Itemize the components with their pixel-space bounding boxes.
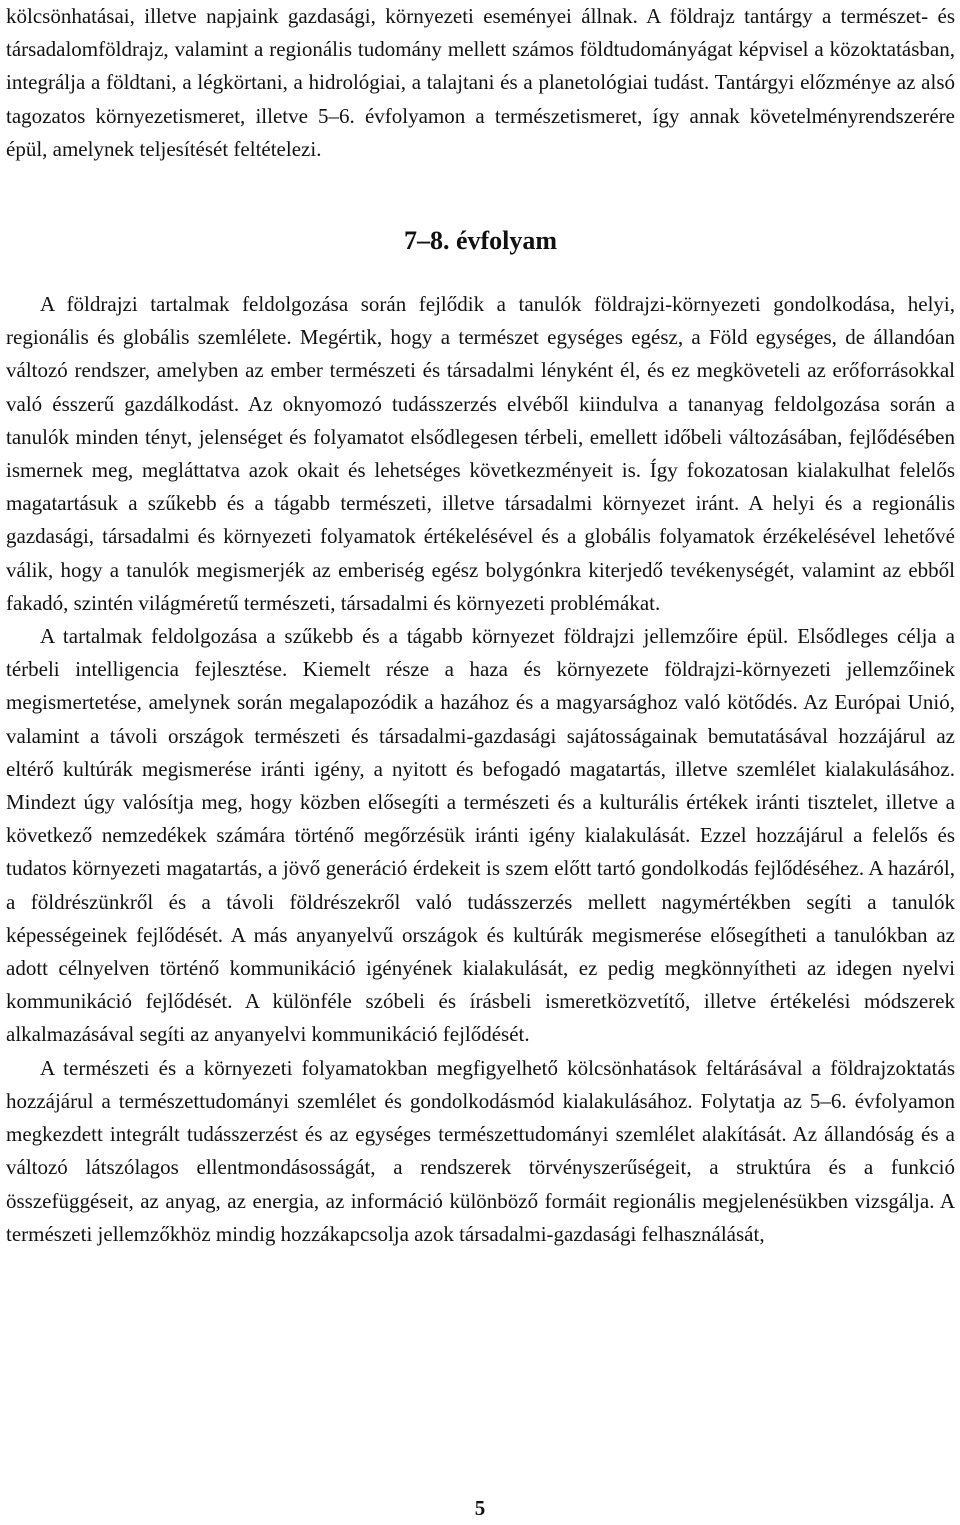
page-number: 5: [474, 1496, 486, 1520]
document-page: [6, 0, 955, 1251]
body-paragraph: A természeti és a környezeti folyamatokban megfigyelhető kölcsönhatások feltárásával a földrajzoktatás hozzájárul a természettudományi szemlélet és gondolkodásmód kialakulásához. Folytatja az 5–6. évfolyamon megkezdett integrált tudásszerzést és az egységes természettudományi szemlélet alakítását. Az állandóság és a változó látszólagos ellentmondásosságát, a rendszerek törvényszerűségeit, a struktúra és a funkció összefüggéseit, az anyag, az energia, az információ különböző formáit regionális megjelenésükben vizsgálja. A természeti jellemzőkhöz mindig hozzákapcsolja azok társadalmi-gazdasági felhasználását,: [6, 1055, 955, 1246]
section-heading: 7–8. évfolyam: [403, 226, 558, 256]
body-paragraph: A földrajzi tartalmak feldolgozása során fejlődik a tanulók földrajzi-környezeti gondolkodása, helyi, regionális és globális szemlélete. Megértik, hogy a természet egységes egész, a Föld egységes, de állandóan változó rendszer, amelyben az ember természeti és társadalmi lényként él, és ez megköveteli az erőforrásokkal való ésszerű gazdálkodást. Az oknyomozó tudásszerzés elvéből kiindulva a tananyag feldolgozása során a tanulók minden tényt, jelenséget és folyamatot elsődlegesen térbeli, emellett időbeli változásában, fejlődésében ismernek meg, megláttatva azok okait és lehetséges következményeit is. Így fokozatosan kialakulhat felelős magatartásuk a szűkebb és a tágabb természeti, illetve társadalmi környezet iránt. A helyi és a regionális gazdasági, társadalmi és környezeti folyamatok értékelésével és a globális folyamatok érzékelésével lehetővé válik, hogy a tanulók megismerjék az emberiség egész bolygónkra kiterjedő tevékenységét, valamint az ebből fakadó, szintén világméretű természeti, társadalmi és környezeti problémákat.: [6, 292, 955, 615]
intro-paragraph: kölcsönhatásai, illetve napjaink gazdasági, környezeti eseményei állnak. A földrajz tantárgy a természet- és társadalomföldrajz, valamint a regionális tudomány mellett számos földtudományágat képvisel a közoktatásban, integrálja a földtani, a légkörtani, a hidrológiai, a talajtani és a planetológiai tudást. Tantárgyi előzménye az alsó tagozatos környezetismeret, illetve 5–6. évfolyamon a természetismeret, így annak követelményrendszerére épül, amelynek teljesítését feltételezi.: [6, 4, 955, 161]
body-paragraph: A tartalmak feldolgozása a szűkebb és a tágabb környezet földrajzi jellemzőire épül. Elsődleges célja a térbeli intelligencia fejlesztése. Kiemelt része a haza és környezete földrajzi-környezeti jellemzőinek megismertetése, amelynek során megalapozódik a hazához és a magyarsághoz való kötődés. Az Európai Unió, valamint a távoli országok természeti és társadalmi-gazdasági sajátosságainak bemutatásával hozzájárul az eltérő kultúrák megismerése iránti igény, a nyitott és befogadó magatartás, illetve szemlélet kialakulásához. Mindezt úgy valósítja meg, hogy közben elősegíti a természeti és a kulturális értékek iránti tisztelet, illetve a következő nemzedékek számára történő megőrzésük iránti igény kialakulását. Ezzel hozzájárul a felelős és tudatos környezeti magatartás, a jövő generáció érdekeit is szem előtt tartó gondolkodás fejlődéséhez. A hazáról, a földrészünkről és a távoli földrészekről való tudásszerzés mellett nagymértékben segíti a tanulók képességeinek fejlődését. A más anyanyelvű országok és kultúrák megismerése elősegítheti a tanulókban az adott célnyelven történő kommunikáció igényének kialakulását, ez pedig megkönnyítheti az idegen nyelvi kommunikáció fejlődését. A különféle szóbeli és írásbeli ismeretközvetítő, illetve értékelési módszerek alkalmazásával segíti az anyanyelvi kommunikáció fejlődését.: [6, 624, 955, 1047]
